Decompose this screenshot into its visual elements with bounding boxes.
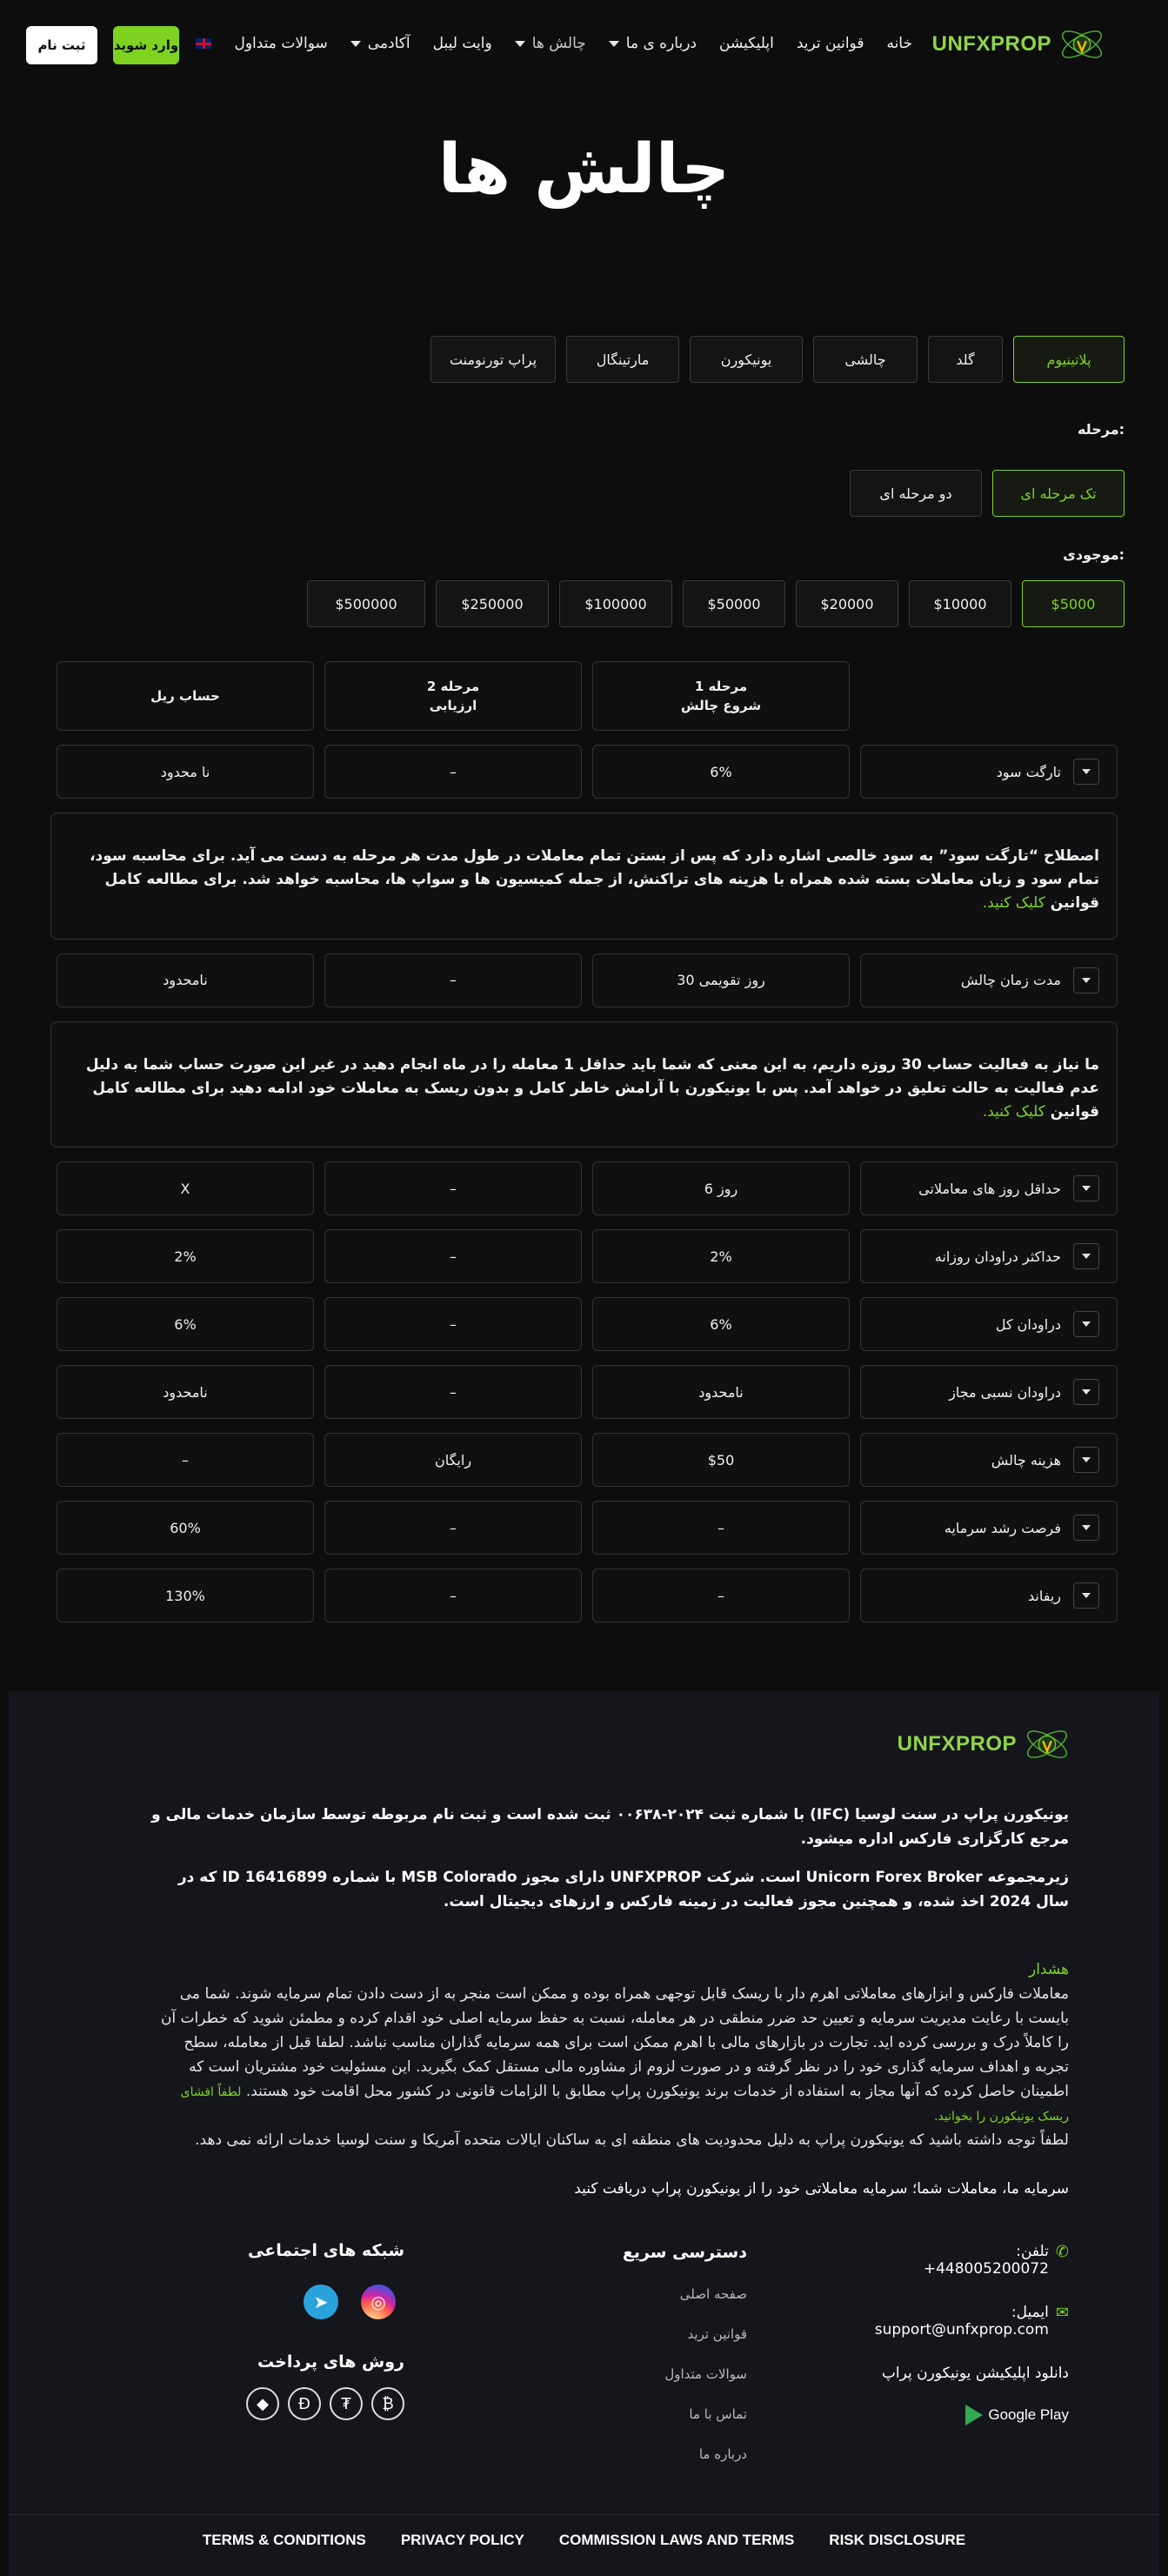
- nav-item-label: سوالات متداول: [234, 35, 328, 52]
- instagram-icon[interactable]: ◎: [361, 2285, 396, 2319]
- row-label[interactable]: [860, 1433, 1118, 1487]
- value-cell-phase-3: نا محدود: [57, 745, 314, 799]
- chevron-down-icon: [609, 41, 619, 47]
- telegram-icon[interactable]: ➤: [304, 2285, 338, 2319]
- nav-item[interactable]: [234, 35, 327, 52]
- row-label[interactable]: [860, 1501, 1118, 1555]
- plan-tab[interactable]: یونیکورن: [690, 336, 803, 383]
- stage-tabs: [850, 470, 1125, 517]
- value-cell-phase-1: 2%: [592, 1229, 850, 1283]
- balance-tab[interactable]: $5000: [1022, 580, 1125, 627]
- quick-link[interactable]: تماس با ما: [689, 2406, 747, 2422]
- balance-tab[interactable]: $10000: [909, 580, 1011, 627]
- value-cell-phase-3: نامحدود: [57, 953, 314, 1007]
- value-cell-phase-1: 6 روز: [592, 1161, 850, 1215]
- balance-tab[interactable]: $500000: [307, 580, 425, 627]
- nav-item[interactable]: [797, 35, 864, 52]
- value-cell-phase-1: –: [592, 1501, 850, 1555]
- value-cell-phase-3: 6%: [57, 1297, 314, 1351]
- value-cell-phase-2: رایگان: [324, 1433, 582, 1487]
- login-button[interactable]: وارد شوید: [113, 26, 179, 64]
- row-label-text: حداقل روز های معاملاتی: [918, 1180, 1061, 1197]
- table-header-row: [50, 661, 1118, 731]
- nav-item-label: چالش ها: [531, 35, 586, 52]
- chevron-down-icon[interactable]: [1073, 1447, 1099, 1473]
- legal-links: [9, 2532, 1159, 2549]
- table-row: [50, 1297, 1118, 1351]
- plan-tab[interactable]: مارتینگال: [566, 336, 679, 383]
- uk-flag-icon[interactable]: [196, 38, 211, 49]
- phone-icon: ✆: [1055, 2243, 1069, 2261]
- row-label[interactable]: [860, 1161, 1118, 1215]
- dogecoin-icon: Ð: [288, 2387, 321, 2420]
- nav-item[interactable]: [515, 35, 586, 52]
- value-cell-phase-1: 30 روز تقویمی: [592, 953, 850, 1007]
- value-cell-phase-3: 2%: [57, 1229, 314, 1283]
- plan-tab[interactable]: پلاتینیوم: [1013, 336, 1125, 383]
- chevron-down-icon[interactable]: [1073, 1515, 1099, 1541]
- row-label-text: تارگت سود: [996, 763, 1061, 780]
- table-row: [50, 1161, 1118, 1215]
- ethereum-icon: ◆: [246, 2387, 279, 2420]
- table-row: [50, 1433, 1118, 1487]
- balance-tab[interactable]: $250000: [436, 580, 549, 627]
- site-footer: [9, 1691, 1159, 2576]
- table-row: [50, 1229, 1118, 1283]
- nav-item-label: درباره ی ما: [625, 35, 697, 52]
- risk-warning: [147, 1957, 1069, 2152]
- row-label-text: فرصت رشد سرمایه: [944, 1519, 1061, 1536]
- plan-tab[interactable]: گلد: [928, 336, 1003, 383]
- brand-logo[interactable]: [932, 19, 1107, 70]
- challenge-rules-table: [50, 661, 1118, 1636]
- email-icon: ✉: [1055, 2304, 1069, 2322]
- phone-label: تلفن:: [1016, 2243, 1049, 2260]
- balance-tab[interactable]: $100000: [559, 580, 672, 627]
- nav-item-label: وایت لیبل: [432, 35, 492, 52]
- nav-item-label: آکادمی: [367, 35, 410, 52]
- value-cell-phase-2: –: [324, 1569, 582, 1623]
- row-label-text: دراودان کل: [995, 1315, 1061, 1333]
- table-row: [50, 1501, 1118, 1555]
- balance-label: موجودی:: [1063, 546, 1125, 563]
- value-cell-phase-3: –: [57, 1433, 314, 1487]
- footer-license-text: زیرمجموعه Unicorn Forex Broker است. شرکت UNFXPROP دارای مجوز MSB Colorado با شماره ID 16416899 که در سال 2024 اخذ شده، و همچنین مجوز فعالیت در زمینه فارکس و ارزهای دیجیتال است.: [177, 1869, 1069, 1911]
- warning-title: هشدار: [1029, 1961, 1069, 1978]
- value-cell-phase-3: X: [57, 1161, 314, 1215]
- chevron-down-icon: [515, 41, 525, 47]
- nav-item[interactable]: [350, 35, 410, 52]
- row-label[interactable]: [860, 1229, 1118, 1283]
- footer-brand-name: UNFXPROP: [897, 1732, 1017, 1756]
- balance-tabs: [307, 580, 1125, 627]
- chevron-down-icon[interactable]: [1073, 1379, 1099, 1405]
- contact-column: [843, 2243, 1069, 2429]
- row-label-text: هزینه چالش: [991, 1451, 1061, 1469]
- nav-item-label: خانه: [886, 35, 912, 52]
- phone-block: [843, 2243, 1069, 2278]
- warning-tail: لطفاً توجه داشته باشید که یونیکورن پراپ به دلیل محدودیت های منطقه ای به ساکنان ایالات متحده آمریکا و سنت لوسیا خدمات ارائه نمی دهد.: [195, 2131, 1069, 2150]
- header-phase-2: مرحله 2 ارزیابی: [324, 661, 582, 731]
- value-cell-phase-2: –: [324, 1229, 582, 1283]
- value-cell-phase-2: –: [324, 953, 582, 1007]
- quick-links-title: دسترسی سریع: [622, 2243, 747, 2262]
- table-row: [50, 745, 1118, 799]
- email-address[interactable]: support@unfxprop.com: [874, 2321, 1049, 2338]
- stage-label: مرحله:: [1077, 421, 1125, 438]
- quick-link[interactable]: سوالات متداول: [664, 2366, 747, 2382]
- site-header: [0, 0, 1168, 90]
- warning-body: معاملات فارکس و ابزارهای معاملاتی اهرم دار با ریسک قابل توجهی همراه بوده و ممکن است منجر به از دست دادن تمام سرمایه شوند. شما می بایست با رعایت مدیریت سرمایه و تعیین حد ضرر منطقی در هر معامله، نسبت به حفظ سرمایه اصلی خود اقدام کرده و مطمئن شوید که خطرات آن را کاملاً درک و بررسی کرده اید. تجارت در بازارهای مالی با اهرم ممکن است برای همه سرمایه گذاران مناسب نباشد. لطفا قبل از معامله، سطح تجربه و اهداف سرمایه گذاری خود را در نظر گرفته و در صورت لزوم از مشاوره مالی مستقل کمک بگیرید. این مسئولیت خود مشتریان است که اطمینان حاصل کرده که آنها مجاز به استفاده از خدمات برند یونیکورن پراپ مطابق با الزامات قانونی در کشور محل اقامت خود هستند. لطفاً افشای ریسک یونیکورن را بخوانید.: [160, 1985, 1069, 2124]
- payment-methods: [213, 2387, 404, 2420]
- value-cell-phase-3: 130%: [57, 1569, 314, 1623]
- chevron-down-icon[interactable]: [1073, 967, 1099, 994]
- row-label-text: حداکثر دراودان روزانه: [934, 1248, 1061, 1265]
- balance-tab[interactable]: $20000: [796, 580, 898, 627]
- value-cell-phase-3: 60%: [57, 1501, 314, 1555]
- value-cell-phase-3: نامحدود: [57, 1365, 314, 1419]
- nav-item-label: قوانین ترید: [796, 35, 864, 52]
- footer-divider: [9, 2514, 1159, 2515]
- value-cell-phase-1: –: [592, 1569, 850, 1623]
- app-download-label: دانلود اپلیکیشن یونیکورن پراپ: [881, 2365, 1069, 2382]
- social-title: شبکه های اجتماعی: [248, 2241, 404, 2260]
- row-label-text: ریفاند: [1028, 1587, 1061, 1604]
- value-cell-phase-1: $50: [592, 1433, 850, 1487]
- social-links: [213, 2285, 396, 2319]
- google-play-icon: [965, 2405, 983, 2425]
- nav-item[interactable]: [433, 35, 492, 52]
- row-label[interactable]: [860, 1365, 1118, 1419]
- bitcoin-icon: ₿: [371, 2387, 404, 2420]
- value-cell-phase-2: –: [324, 1297, 582, 1351]
- table-row: [50, 953, 1118, 1007]
- legal-link[interactable]: RISK DISCLOSURE: [829, 2532, 966, 2548]
- value-cell-phase-2: –: [324, 745, 582, 799]
- nav-item[interactable]: [609, 35, 697, 52]
- row-label[interactable]: [860, 953, 1118, 1007]
- legal-link[interactable]: PRIVACY POLICY: [400, 2532, 524, 2548]
- row-explanation: [50, 813, 1118, 940]
- value-cell-phase-1: نامحدود: [592, 1365, 850, 1419]
- email-block: [843, 2304, 1069, 2338]
- signup-button[interactable]: ثبت نام: [26, 26, 97, 64]
- row-explanation: [50, 1021, 1118, 1148]
- stage-tab[interactable]: تک مرحله ای: [992, 470, 1125, 517]
- table-row: [50, 1569, 1118, 1623]
- row-label-text: مدت زمان چالش: [960, 972, 1061, 989]
- nav-item[interactable]: [886, 35, 912, 52]
- row-label[interactable]: [860, 745, 1118, 799]
- value-cell-phase-1: 6%: [592, 1297, 850, 1351]
- table-row: [50, 1365, 1118, 1419]
- row-label-text: دراودان نسبی مجاز: [949, 1383, 1061, 1401]
- rules-link[interactable]: کلیک کنید.: [982, 894, 1045, 913]
- footer-logo[interactable]: [898, 1719, 1072, 1770]
- chevron-down-icon[interactable]: [1073, 759, 1099, 785]
- brand-name: UNFXPROP: [931, 32, 1051, 56]
- email-label: ایمیل:: [1011, 2304, 1049, 2321]
- footer-tagline: سرمایه ما، معاملات شما؛ سرمایه معاملاتی خود را از یونیکورن پراپ دریافت کنید: [574, 2180, 1069, 2198]
- value-cell-phase-2: –: [324, 1161, 582, 1215]
- phone-number[interactable]: +448005200072: [923, 2260, 1049, 2278]
- rules-link[interactable]: کلیک کنید.: [982, 1102, 1045, 1121]
- quick-link[interactable]: صفحه اصلی: [679, 2286, 747, 2302]
- quick-links-column: [573, 2243, 747, 2486]
- google-play-badge[interactable]: Google Play: [843, 2405, 1069, 2429]
- header-phase-1: مرحله 1 شروع چالش: [592, 661, 850, 731]
- quick-link[interactable]: قوانین ترید: [687, 2326, 747, 2342]
- nav-item-label: اپلیکیشن: [719, 35, 774, 52]
- balance-tab[interactable]: $50000: [683, 580, 785, 627]
- social-column: [213, 2241, 404, 2420]
- stage-tab[interactable]: دو مرحله ای: [850, 470, 982, 517]
- page-title: چالش ها: [437, 130, 731, 209]
- plan-tab[interactable]: چالشی: [813, 336, 918, 383]
- chevron-down-icon[interactable]: [1073, 1175, 1099, 1201]
- tether-icon: ₮: [330, 2387, 363, 2420]
- logo-mark-icon: [1057, 19, 1107, 70]
- main-nav: [196, 35, 912, 52]
- value-cell-phase-1: 6%: [592, 745, 850, 799]
- nav-item[interactable]: [719, 35, 774, 52]
- chevron-down-icon: [350, 41, 361, 47]
- value-cell-phase-2: –: [324, 1365, 582, 1419]
- legal-link[interactable]: TERMS & CONDITIONS: [202, 2532, 366, 2548]
- header-real-account: حساب ریل: [57, 661, 314, 731]
- row-label[interactable]: [860, 1297, 1118, 1351]
- chevron-down-icon[interactable]: [1073, 1582, 1099, 1609]
- payment-title: روش های پرداخت: [257, 2352, 404, 2372]
- explanation-text: اصطلاح “تارگت سود” به سود خالصی اشاره دارد که پس از بستن تمام معاملات در طول مدت هر مرحله به دست می آید. برای محاسبه سود، تمام سود و زیان معاملات بسته شده همراه با هزینه های تراکنش، از جمله کمیسیون ها و سواپ ها، محاسبه خواهد شد. برای مطالعه کامل قوانین: [90, 847, 1099, 913]
- plan-tab[interactable]: پراپ تورنومنت: [430, 336, 556, 383]
- quick-link[interactable]: درباره ما: [698, 2446, 747, 2462]
- legal-link[interactable]: COMMISSION LAWS AND TERMS: [558, 2532, 795, 2548]
- chevron-down-icon[interactable]: [1073, 1311, 1099, 1337]
- logo-mark-icon: [1022, 1719, 1072, 1770]
- value-cell-phase-2: –: [324, 1501, 582, 1555]
- explanation-text: ما نیاز به فعالیت حساب 30 روزه داریم، به این معنی که شما باید حداقل 1 معامله را در ماه انجام دهید در غیر این صورت حساب شما به دلیل عدم فعالیت به حالت تعلیق در خواهد آمد. پس با یونیکورن با آرامش خاطر کامل و بدون ریسک به معاملات خود ادامه دهید برای مطالعه کامل قوانین: [85, 1055, 1099, 1121]
- row-label[interactable]: [860, 1569, 1118, 1623]
- chevron-down-icon[interactable]: [1073, 1243, 1099, 1269]
- footer-registration-text: یونیکورن پراپ در سنت لوسیا (IFC) با شماره ثبت ۲۰۲۴-۰۰۶۳۸ ثبت شده است و ثبت نام مربوطه توسط سازمان خدمات مالی و مرجع کارگزاری فارکس اداره میشود.: [151, 1806, 1069, 1849]
- plan-tabs: [430, 336, 1125, 383]
- risk-disclosure-link[interactable]: لطفاً افشای ریسک یونیکورن را بخوانید.: [180, 2085, 1069, 2124]
